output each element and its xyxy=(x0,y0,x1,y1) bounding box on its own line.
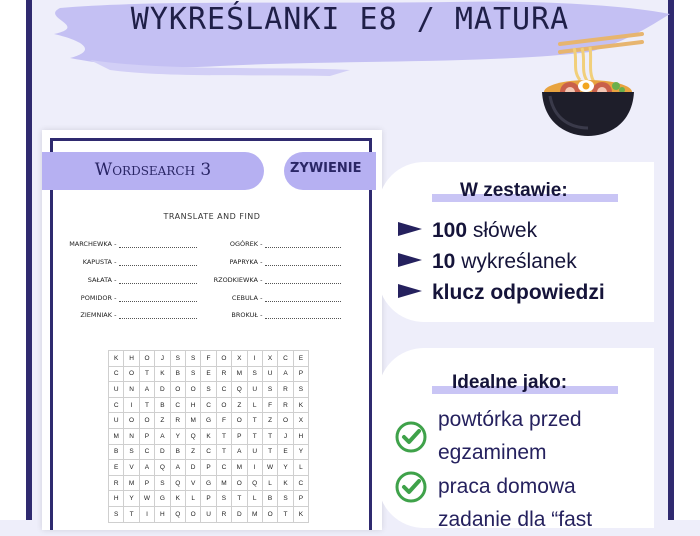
set-item: 10 wykreślanek xyxy=(398,250,577,274)
grid-cell: F xyxy=(216,413,231,429)
grid-cell: C xyxy=(216,460,231,476)
grid-cell: U xyxy=(109,413,124,429)
vocab-word: POMIDOR xyxy=(80,294,112,302)
grid-cell: G xyxy=(201,413,216,429)
grid-cell: M xyxy=(185,413,200,429)
grid-cell: B xyxy=(155,397,170,413)
grid-cell: I xyxy=(139,506,154,522)
grid-cell: F xyxy=(262,397,277,413)
grid-cell: R xyxy=(278,397,293,413)
grid-cell: N xyxy=(124,382,139,398)
grid-row xyxy=(109,351,309,367)
grid-cell: T xyxy=(262,444,277,460)
grid-cell: S xyxy=(293,382,308,398)
grid-cell: I xyxy=(247,460,262,476)
vocab-item: BROKUŁ - xyxy=(204,311,341,319)
grid-cell: O xyxy=(278,413,293,429)
grid-cell: O xyxy=(185,506,200,522)
grid-cell: P xyxy=(232,428,247,444)
grid-row xyxy=(109,397,309,413)
arrow-icon xyxy=(398,284,422,298)
grid-cell: G xyxy=(201,475,216,491)
arrow-icon xyxy=(398,253,422,267)
grid-cell: C xyxy=(170,397,185,413)
ideal-item: powtórka przed egzaminem xyxy=(438,408,582,464)
grid-cell: B xyxy=(170,366,185,382)
topic-label: ŻYWIENIE xyxy=(290,161,362,176)
grid-cell: N xyxy=(124,428,139,444)
grid-row xyxy=(109,413,309,429)
grid-cell: A xyxy=(232,444,247,460)
vocab-word: MARCHEWKA xyxy=(69,240,112,248)
vocab-word: SAŁATA xyxy=(87,276,112,284)
grid-cell: V xyxy=(185,475,200,491)
grid-cell: O xyxy=(232,413,247,429)
grid-cell: R xyxy=(216,506,231,522)
grid-cell: C xyxy=(216,382,231,398)
grid-cell: C xyxy=(139,444,154,460)
page-title: WYKREŚLANKI E8 / MATURA xyxy=(130,2,570,37)
grid-cell: O xyxy=(185,382,200,398)
grid-cell: S xyxy=(247,366,262,382)
grid-cell: Q xyxy=(170,506,185,522)
vocab-word: ZIEMNIAK xyxy=(80,311,112,319)
grid-row xyxy=(109,475,309,491)
grid-cell: S xyxy=(185,351,200,367)
grid-cell: R xyxy=(278,382,293,398)
worksheet-label: Wordsearch 3 xyxy=(94,160,212,180)
grid-cell: S xyxy=(155,475,170,491)
grid-cell: O xyxy=(170,382,185,398)
grid-cell: U xyxy=(262,366,277,382)
grid-cell: A xyxy=(139,382,154,398)
grid-cell: H xyxy=(155,506,170,522)
grid-cell: Z xyxy=(185,444,200,460)
vocab-word: BROKUŁ xyxy=(231,311,258,319)
grid-cell: A xyxy=(170,460,185,476)
vocab-item: RZODKIEWKA - xyxy=(204,276,341,284)
grid-cell: K xyxy=(155,366,170,382)
grid-cell: C xyxy=(109,366,124,382)
grid-cell: Q xyxy=(185,428,200,444)
grid-cell: G xyxy=(155,491,170,507)
grid-cell: Q xyxy=(232,382,247,398)
grid-cell: O xyxy=(124,366,139,382)
grid-cell: M xyxy=(109,428,124,444)
wordsearch-grid xyxy=(108,350,309,523)
grid-cell: K xyxy=(201,428,216,444)
grid-cell: K xyxy=(109,351,124,367)
grid-cell: K xyxy=(278,475,293,491)
grid-cell: T xyxy=(139,397,154,413)
vocab-item: POMIDOR - xyxy=(62,294,197,302)
grid-row xyxy=(109,428,309,444)
grid-row xyxy=(109,366,309,382)
grid-cell: O xyxy=(139,351,154,367)
grid-cell: E xyxy=(109,460,124,476)
grid-cell: H xyxy=(124,351,139,367)
grid-cell: Y xyxy=(293,444,308,460)
grid-cell: M xyxy=(232,366,247,382)
grid-cell: S xyxy=(278,491,293,507)
vocab-item: MARCHEWKA - xyxy=(62,240,197,248)
ideal-heading: Idealne jako: xyxy=(452,372,568,393)
grid-cell: K xyxy=(293,506,308,522)
grid-cell: X xyxy=(262,351,277,367)
grid-cell: T xyxy=(247,413,262,429)
grid-row xyxy=(109,382,309,398)
vocab-word: PAPRYKA xyxy=(229,258,258,266)
grid-cell: P xyxy=(201,491,216,507)
grid-cell: C xyxy=(278,351,293,367)
grid-cell: A xyxy=(155,428,170,444)
grid-cell: S xyxy=(216,491,231,507)
grid-cell: B xyxy=(170,444,185,460)
grid-cell: O xyxy=(139,413,154,429)
grid-cell: Z xyxy=(262,413,277,429)
set-item: 100 słówek xyxy=(398,219,537,243)
grid-cell: R xyxy=(109,475,124,491)
checkmark-icon xyxy=(394,420,428,454)
vocab-item: ZIEMNIAK - xyxy=(62,311,197,319)
ideal-item: praca domowa zadanie dla “fast xyxy=(438,475,593,531)
grid-cell: L xyxy=(247,397,262,413)
grid-cell: U xyxy=(201,506,216,522)
vocab-item: PAPRYKA - xyxy=(204,258,341,266)
grid-cell: D xyxy=(155,444,170,460)
grid-cell: S xyxy=(109,506,124,522)
grid-cell: C xyxy=(201,444,216,460)
grid-cell: O xyxy=(262,506,277,522)
grid-cell: M xyxy=(232,460,247,476)
grid-cell: A xyxy=(278,366,293,382)
vocab-word: RZODKIEWKA xyxy=(213,276,258,284)
grid-cell: W xyxy=(139,491,154,507)
grid-cell: P xyxy=(139,428,154,444)
grid-row xyxy=(109,491,309,507)
grid-cell: P xyxy=(139,475,154,491)
grid-cell: T xyxy=(124,506,139,522)
grid-cell: I xyxy=(247,351,262,367)
grid-cell: E xyxy=(278,444,293,460)
grid-cell: T xyxy=(216,444,231,460)
grid-cell: Y xyxy=(278,460,293,476)
ramen-bowl-icon xyxy=(530,30,650,142)
grid-cell: M xyxy=(124,475,139,491)
grid-cell: P xyxy=(293,366,308,382)
grid-cell: M xyxy=(216,475,231,491)
grid-cell: D xyxy=(155,382,170,398)
grid-cell: H xyxy=(109,491,124,507)
grid-cell: H xyxy=(293,428,308,444)
grid-cell: S xyxy=(124,444,139,460)
vocab-word: KAPUSTA xyxy=(82,258,112,266)
grid-cell: H xyxy=(185,397,200,413)
grid-cell: K xyxy=(293,397,308,413)
grid-cell: L xyxy=(293,460,308,476)
set-heading: W zestawie: xyxy=(460,180,568,201)
grid-cell: M xyxy=(247,506,262,522)
grid-cell: L xyxy=(185,491,200,507)
grid-cell: X xyxy=(232,351,247,367)
grid-cell: T xyxy=(262,428,277,444)
page-margin-right xyxy=(674,0,700,520)
grid-cell: C xyxy=(109,397,124,413)
grid-cell: O xyxy=(216,351,231,367)
vocab-word: OGÓREK xyxy=(229,240,258,248)
grid-cell: B xyxy=(109,444,124,460)
grid-cell: W xyxy=(262,460,277,476)
grid-cell: P xyxy=(293,491,308,507)
grid-cell: D xyxy=(232,506,247,522)
grid-cell: T xyxy=(247,428,262,444)
grid-cell: Y xyxy=(170,428,185,444)
frame-border-left xyxy=(26,0,32,520)
grid-cell: D xyxy=(185,460,200,476)
grid-cell: K xyxy=(170,491,185,507)
grid-cell: S xyxy=(201,382,216,398)
vocab-item: SAŁATA - xyxy=(62,276,197,284)
vocab-word: CEBULA xyxy=(231,294,258,302)
grid-cell: A xyxy=(139,460,154,476)
grid-cell: S xyxy=(170,351,185,367)
grid-cell: U xyxy=(109,382,124,398)
grid-cell: T xyxy=(278,506,293,522)
grid-cell: Z xyxy=(155,413,170,429)
grid-cell: C xyxy=(201,397,216,413)
grid-cell: J xyxy=(278,428,293,444)
page-margin-left xyxy=(0,0,26,520)
grid-cell: S xyxy=(262,382,277,398)
grid-cell: L xyxy=(262,475,277,491)
grid-cell: O xyxy=(232,475,247,491)
grid-cell: T xyxy=(232,491,247,507)
grid-row xyxy=(109,460,309,476)
arrow-icon xyxy=(398,222,422,236)
checkmark-icon xyxy=(394,470,428,504)
vocab-item: CEBULA - xyxy=(204,294,341,302)
grid-cell: U xyxy=(247,382,262,398)
grid-cell: E xyxy=(201,366,216,382)
grid-row xyxy=(109,444,309,460)
grid-cell: J xyxy=(155,351,170,367)
grid-cell: T xyxy=(216,428,231,444)
grid-cell: T xyxy=(139,366,154,382)
grid-cell: U xyxy=(247,444,262,460)
grid-cell: S xyxy=(185,366,200,382)
grid-cell: X xyxy=(293,413,308,429)
grid-cell: O xyxy=(124,413,139,429)
grid-cell: V xyxy=(124,460,139,476)
vocab-item: OGÓREK - xyxy=(204,240,341,248)
grid-cell: B xyxy=(262,491,277,507)
vocab-item: KAPUSTA - xyxy=(62,258,197,266)
grid-cell: Y xyxy=(124,491,139,507)
grid-cell: P xyxy=(201,460,216,476)
grid-cell: C xyxy=(293,475,308,491)
grid-cell: I xyxy=(124,397,139,413)
grid-cell: O xyxy=(216,397,231,413)
grid-cell: Q xyxy=(155,460,170,476)
grid-cell: L xyxy=(247,491,262,507)
set-item: klucz odpowiedzi xyxy=(398,281,605,305)
grid-cell: Q xyxy=(170,475,185,491)
worksheet-instruction: TRANSLATE AND FIND xyxy=(163,212,261,221)
grid-cell: F xyxy=(201,351,216,367)
grid-cell: E xyxy=(293,351,308,367)
grid-cell: Z xyxy=(232,397,247,413)
grid-cell: Q xyxy=(247,475,262,491)
grid-cell: R xyxy=(170,413,185,429)
grid-cell: R xyxy=(216,366,231,382)
